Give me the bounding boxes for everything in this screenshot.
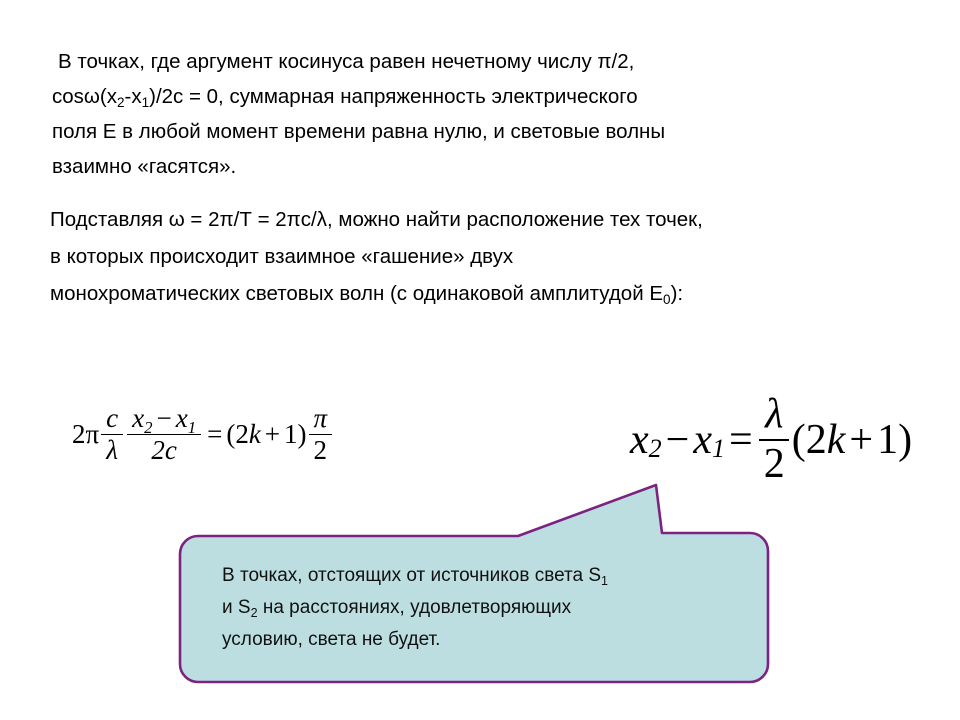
formula-right-k: k	[826, 416, 846, 463]
paragraph-one-line-4: взаимно «гасятся».	[52, 155, 237, 178]
formula-left-paren-open: (	[226, 419, 236, 450]
formula-left	[72, 404, 334, 465]
formula-left-x-b-subscript: 1	[187, 417, 197, 437]
paragraph-one	[52, 44, 918, 184]
paragraph-one-line-2	[52, 79, 918, 114]
formula-left-frac2-denominator: 2c	[151, 435, 177, 466]
callout-text	[222, 560, 752, 656]
formula-left-fraction-pi-two	[309, 404, 333, 465]
formula-right-x-b: x	[693, 416, 713, 463]
formula-left-x-b: x	[175, 403, 188, 433]
paragraph-one-line-1: В точках, где аргумент косинуса равен нечетному числу π/2,	[58, 50, 635, 73]
callout-balloon	[170, 476, 778, 694]
formula-left-frac2-numerator	[127, 404, 201, 435]
paragraph-two-line-3-part-a: монохроматических световых волн (с одинаковой амплитудой Е	[50, 282, 664, 305]
paragraph-one-line-2-part-a: cosω(x	[52, 85, 117, 108]
paragraph-two	[50, 201, 926, 312]
formula-left-x-a-subscript: 2	[144, 417, 153, 437]
paragraph-two-line-2: в которых происходит взаимное «гашение» двух	[50, 245, 514, 268]
formula-left-k: k	[248, 419, 261, 450]
formula-right-two: 2	[805, 416, 827, 463]
callout-line-1-part-a: В точках, отстоящих от источников света S	[222, 565, 602, 586]
subscript-x1: 1	[141, 95, 150, 111]
formula-right-fraction-lambda-two	[759, 392, 790, 488]
formula-right-one: 1	[877, 416, 899, 463]
formula-left-frac3-numerator: π	[309, 404, 333, 435]
subscript-s2: 2	[250, 605, 258, 620]
formula-right-paren-open: (	[791, 416, 806, 463]
paragraph-one-line-2-part-c: )/2c = 0, суммарная напряженность электрического	[149, 85, 638, 108]
formula-left-fraction-path-difference	[127, 404, 201, 465]
callout-line-2-part-a: и S	[222, 597, 251, 618]
formula-left-x-a: x	[132, 403, 145, 433]
formula-left-pi: π	[85, 419, 100, 450]
formula-left-two: 2	[235, 419, 249, 450]
paragraph-one-line-3: поля Е в любой момент времени равна нулю, и световые волны	[52, 120, 666, 143]
paragraph-two-line-3	[50, 275, 926, 312]
formula-right-equals: =	[729, 416, 753, 463]
formula-left-minus: −	[156, 403, 172, 433]
formula-right-frac-denominator: 2	[763, 441, 785, 488]
formula-right: x 2 − x 1 = $\frac{\lambda}{2}$ ( 2 k + 1 )	[630, 391, 913, 488]
callout-line-2	[222, 592, 752, 624]
formula-left-one: 1	[284, 419, 298, 450]
subscript-x2: 2	[116, 95, 125, 111]
formula-left-frac1-numerator: c	[101, 404, 123, 435]
formula-right-minus: −	[665, 416, 690, 463]
formula-left-coefficient: 2	[72, 419, 86, 450]
callout-line-2-part-b: на расстояниях, удовлетворяющих	[257, 597, 572, 618]
formula-right-x-a: x	[630, 416, 649, 463]
formula-left-equals: =	[207, 419, 223, 450]
formula-left-fraction-c-lambda	[101, 404, 123, 465]
formula-right-plus: +	[849, 416, 874, 463]
callout-line-3: условию, света не будет.	[222, 629, 441, 650]
formula-left-plus: +	[264, 419, 281, 450]
formula-left-paren-close: )	[297, 419, 307, 450]
callout-line-1	[222, 560, 752, 592]
subscript-s1: 1	[601, 573, 609, 588]
paragraph-two-line-1: Подставляя ω = 2π/Т = 2πс/λ, можно найти расположение тех точек,	[50, 208, 703, 231]
formula-right-paren-close: )	[898, 416, 913, 463]
subscript-e0: 0	[663, 292, 671, 308]
paragraph-two-line-3-part-b: ):	[670, 282, 684, 305]
formula-left-frac3-denominator: 2	[313, 435, 328, 466]
formula-left-frac1-denominator: λ	[106, 435, 118, 466]
paragraph-one-line-2-part-b: -x	[124, 85, 142, 108]
formula-right-frac-numerator: λ	[759, 392, 789, 441]
